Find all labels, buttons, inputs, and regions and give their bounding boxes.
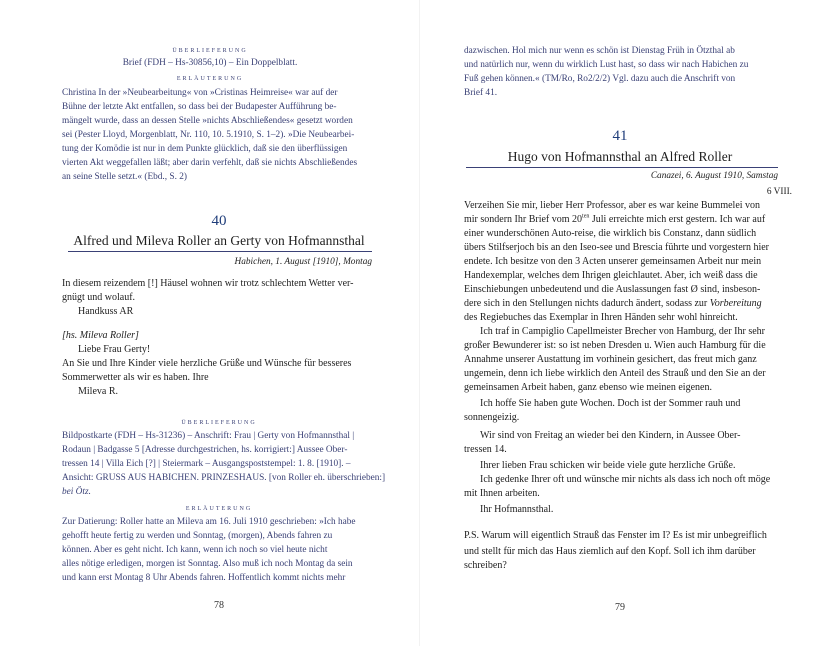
body-line: sonnengeizig. <box>464 412 520 423</box>
page-number: 78 <box>214 600 224 611</box>
letter-dateline: Canazei, 6. August 1910, Samstag <box>650 171 778 181</box>
body-line: Ich hoffe Sie haben gute Wochen. Doch ist der Sommer rauh und <box>480 398 741 409</box>
erlaeuterung-line: können. Aber es geht nicht. Ich kann, wenn ich noch so viel heute nicht <box>62 545 328 555</box>
body-line: Ihr Hofmannsthal. <box>480 504 554 515</box>
body-line: ungemein, denn ich liebe wirklich den Anteil des Strauß und den Sie an der <box>464 368 766 379</box>
letter-dateline: Habichen, 1. August [1910], Montag <box>234 257 372 267</box>
letter-heading: Alfred und Mileva Roller an Gerty von Hofmannsthal <box>73 233 365 248</box>
body-line: mir sondern Ihr Brief vom $20^{ten}$ Juli erreichte mich erst gestern. Ich war auf <box>464 213 766 225</box>
body-line: übers Stilfserjoch bis an den Iseo-see und Brescia führte und vorgestern hier <box>464 242 770 253</box>
body-line: einer wunderschönen Auto-reise, die wirklich bis Constanz, dann südlich <box>464 228 757 239</box>
body-line: des Regiebuches das Exemplar in Ihren Händen sehr wohl hinreicht. <box>464 312 738 323</box>
letter-number: 41 <box>612 128 628 144</box>
continuation-line: und natürlich nur, wenn du wirklich Lust hast, so dass wir nach Habichen zu <box>464 60 749 70</box>
body-line: Liebe Frau Gerty! <box>78 344 151 355</box>
erlaeuterung-line: Bühne der letzte Akt entfallen, so dass bei der Budapester Aufführung be- <box>62 102 337 112</box>
erlaeuterung-line: gehofft heute fertig zu werden und Sonntag, (morgen), Abends fahren zu <box>62 531 333 541</box>
body-line: In diesem reizendem [!] Häusel wohnen wir trotz schlechtem Wetter ver- <box>62 278 354 289</box>
erlaeuterung-line: sei (Pester Lloyd, Morgenblatt, Nr. 110, 10. 5.1910, S. 1–2). »Die Neubearbei- <box>62 130 355 140</box>
ueberlieferung-text: Brief (FDH – Hs-30856,10) – Ein Doppelblatt. <box>122 58 298 68</box>
body-line: schreiben? <box>464 560 507 571</box>
erlaeuterung-line: Christina In der »Neubearbeitung« von »Cristinas Heimreise« war auf der <box>62 88 338 98</box>
body-line: Handkuss AR <box>78 306 134 317</box>
body-line: An Sie und Ihre Kinder viele herzliche Grüße und Wünsche für besseres <box>62 358 352 369</box>
erlaeuterung-line: vierten Akt weggefallen läßt; aber darin verfehlt, daß sie nichts Abschließendes <box>62 158 358 168</box>
letter-number: 40 <box>211 213 227 229</box>
body-line: Wir sind von Freitag an wieder bei den Kindern, in Aussee Ober- <box>480 430 741 441</box>
body-line: gnügt und wolauf. <box>62 292 136 303</box>
ueberlieferung-label: überlieferung <box>172 45 248 54</box>
erlaeuterung-line: tung der Komödie ist nur in dem Punkte glücklich, daß sie den überflüssigen <box>62 144 348 154</box>
ueberlieferung-line: tressen 14 | Villa Eich [?] | Steiermark – Ausgangspoststempel: 1. 8. [1910]. – <box>62 459 351 469</box>
ueberlieferung-line: Bildpostkarte (FDH – Hs-31236) – Anschrift: Frau | Gerty von Hofmannsthal | <box>62 431 355 441</box>
body-line: Ich gedenke Ihrer oft und wünsche mir nichts als dass ich noch oft möge <box>480 474 771 485</box>
continuation-line: Brief 41. <box>464 88 498 98</box>
erlaeuterung-line: an seine Stelle setzt.« (Ebd., S. 2) <box>62 172 187 182</box>
body-line: Sommerwetter als wir es haben. Ihre <box>62 372 209 383</box>
body-line: Annahme unserer Austattung im vorhinein gesichert, das freut mich ganz <box>464 354 757 365</box>
erlaeuterung-line: Zur Datierung: Roller hatte an Mileva am 16. Juli 1910 geschrieben: »Ich habe <box>62 517 356 527</box>
continuation-line: dazwischen. Hol mich nur wenn es schön ist Dienstag Früh in Ötzthal ab <box>464 46 735 56</box>
body-line: großer Bewunderer ist: so ist neben Dresden u. Wien auch Hamburg für die <box>464 340 766 351</box>
body-line: Ich traf in Campiglio Capellmeister Brecher von Hamburg, der Ihr sehr <box>480 326 766 337</box>
body-line: und stellt für mich das Haus ziemlich auf den Kopf. Soll ich ihm darüber <box>464 546 756 557</box>
body-line: gemeinsamen Arbeit haben, ganz ebenso wie meinen eigenen. <box>464 382 712 393</box>
body-line: Handexemplar, welches dem Ihrigen gleichlautet. Aber, ich weiß dass die <box>464 270 758 281</box>
continuation-line: Fuß gehen können.« (TM/Ro, Ro2/2/2) Vgl. dazu auch die Anschrift von <box>464 74 736 84</box>
heading-rule <box>68 251 372 252</box>
erlaeuterung-line: und kann erst Montag 8 Uhr Abends fahren. Hoffentlich kommt nichts mehr <box>62 573 346 583</box>
ueberlieferung-label: überlieferung <box>181 417 257 426</box>
ueberlieferung-line: bei Ötz. <box>62 487 91 497</box>
body-line: dere sich in den Stellungen nichts dadurch ändert, sodass zur Vorbereitung <box>464 298 762 309</box>
heading-rule <box>466 167 778 168</box>
ueberlieferung-line: Ansicht: GRUSS AUS HABICHEN. PRINZESHAUS. [von Roller eh. überschrieben:] <box>62 473 386 483</box>
page-number: 79 <box>615 602 625 613</box>
body-line: P.S. Warum will eigentlich Strauß das Fenster im I? Es ist mir unbegreiflich <box>464 530 767 541</box>
ueberlieferung-line: Rodaun | Badgasse 5 [Adresse durchgestrichen, hs. korrigiert:] Aussee Ober- <box>62 445 348 455</box>
body-line: Ihrer lieben Frau schicken wir beide viele gute herzliche Grüße. <box>480 460 736 471</box>
body-line: tressen 14. <box>464 444 507 455</box>
body-line: Verzeihen Sie mir, lieber Herr Professor, aber es war keine Bummelei von <box>464 200 761 211</box>
erlaeuterung-line: alles nötige erledigen, morgen ist Sonntag. Also muß ich noch Montag da sein <box>62 559 353 569</box>
body-line: Mileva R. <box>78 386 118 397</box>
erlaeuterung-label: erläuterung <box>185 503 253 512</box>
body-line: Einschiebungen unbedeutend und die Auslassungen fast Ø sind, insbeson- <box>464 284 761 295</box>
erlaeuterung-line: mängelt wurde, dass an dessen Stelle »nichts Abschließendes« gesetzt worden <box>62 116 353 126</box>
body-line: endete. Ich besitze von den 3 Acten unserer gemeinsamen Arbeit nur mein <box>464 256 762 267</box>
erlaeuterung-label: erläuterung <box>176 73 244 82</box>
body-line: [hs. Mileva Roller] <box>62 330 139 341</box>
body-line: mit Ihnen arbeiten. <box>464 488 540 499</box>
letter-heading: Hugo von Hofmannsthal an Alfred Roller <box>507 149 733 164</box>
right-page <box>420 0 839 646</box>
date-note: 6 VIII. <box>766 187 792 197</box>
